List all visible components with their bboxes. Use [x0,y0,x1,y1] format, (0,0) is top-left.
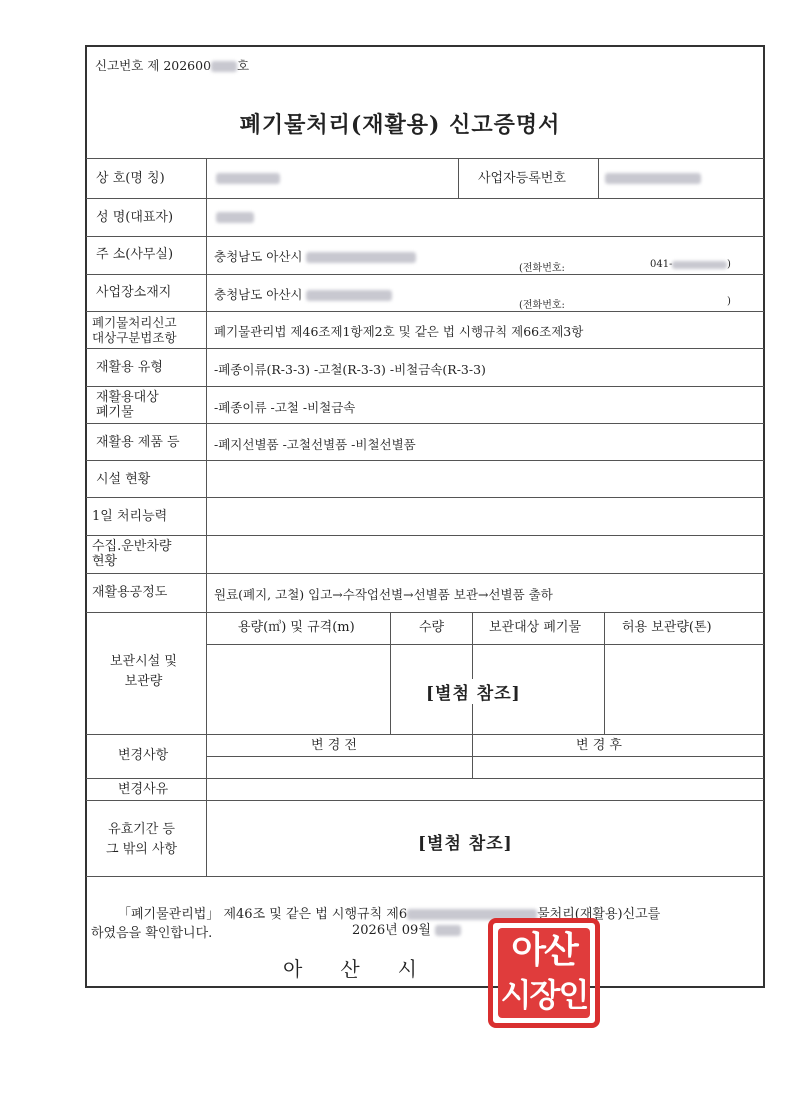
address-phone-label: (전화번호: [519,263,565,274]
redacted-number [211,61,237,72]
recycle-type-value: -폐종이류(R-3-3) -고철(R-3-3) -비철금속(R-3-3) [214,362,486,377]
storage-col-volume: 용량(㎥) 및 규격(m) [238,620,355,635]
representative-label: 성 명(대표자) [96,210,174,225]
products-label: 재활용 제품 등 [96,435,180,450]
changes-label: 변경사항 [118,748,169,763]
process-value: 원료(폐지, 고철) 입고→수작업선별→선별품 보관→선별품 출하 [214,587,553,602]
site-detail-redacted [306,290,392,301]
trade-name-label: 상 호(명 칭) [96,171,165,186]
business-reg-label: 사업자등록번호 [478,171,566,186]
storage-reference: [별첨 참조] [424,679,523,704]
changes-before: 변 경 전 [311,738,357,753]
recycle-target-value: -폐종이류 -고철 -비철금속 [214,400,356,415]
changes-after: 변 경 후 [576,738,622,753]
report-number: 신고번호 제 202600 호 [95,58,250,73]
business-reg-value-redacted [605,173,701,184]
official-seal: 아산 시장인 [488,918,600,1028]
facility-label: 시설 현황 [96,472,151,487]
footer-confirm: 하였음을 확인합니다. [91,926,213,941]
address-label: 주 소(사무실) [96,247,174,262]
products-value: -폐지선별품 -고철선별품 -비철선별품 [214,437,416,452]
footer-statement: 「폐기물관리법」 제46조 및 같은 법 시행규칙 제6 물처리(재활용)신고를 [118,907,661,922]
day-redacted [435,925,461,936]
storage-col-waste: 보관대상 폐기물 [489,620,582,635]
storage-label: 보관시설 및 보관량 [110,654,177,689]
storage-col-quantity: 수량 [419,620,445,635]
process-label: 재활용공정도 [92,585,168,600]
trade-name-value-redacted [216,173,280,184]
address-phone-value: 041- [650,259,727,270]
law-value: 폐기물관리법 제46조제1항제2호 및 같은 법 시행규칙 제66조제3항 [214,324,584,339]
recycle-target-label: 재활용대상 폐기물 [96,390,159,420]
phone-redacted [672,261,727,269]
issue-date: 2026년 09월 [352,919,461,938]
recycle-type-label: 재활용 유형 [96,360,163,375]
validity-label: 유효기간 등 그 밖의 사항 [106,822,178,857]
capacity-label: 1일 처리능력 [92,509,168,524]
change-reason-label: 변경사유 [118,782,169,797]
validity-reference: [별첨 참조] [418,834,513,854]
law-label: 폐기물처리신고 대상구분법조항 [92,315,177,345]
issuer-name: 아산시 [283,957,455,981]
storage-col-allowed: 허용 보관량(톤) [622,620,712,635]
address-detail-redacted [306,252,416,263]
site-value: 충청남도 아산시 [214,285,392,303]
vehicles-label: 수집.운반차량 현황 [92,539,172,569]
site-label: 사업장소재지 [96,285,172,300]
representative-value-redacted [216,212,254,223]
document-title: 폐기물처리(재활용) 신고증명서 [239,112,561,138]
site-phone-label: (전화번호: [519,300,565,311]
address-value: 충청남도 아산시 [214,247,416,265]
